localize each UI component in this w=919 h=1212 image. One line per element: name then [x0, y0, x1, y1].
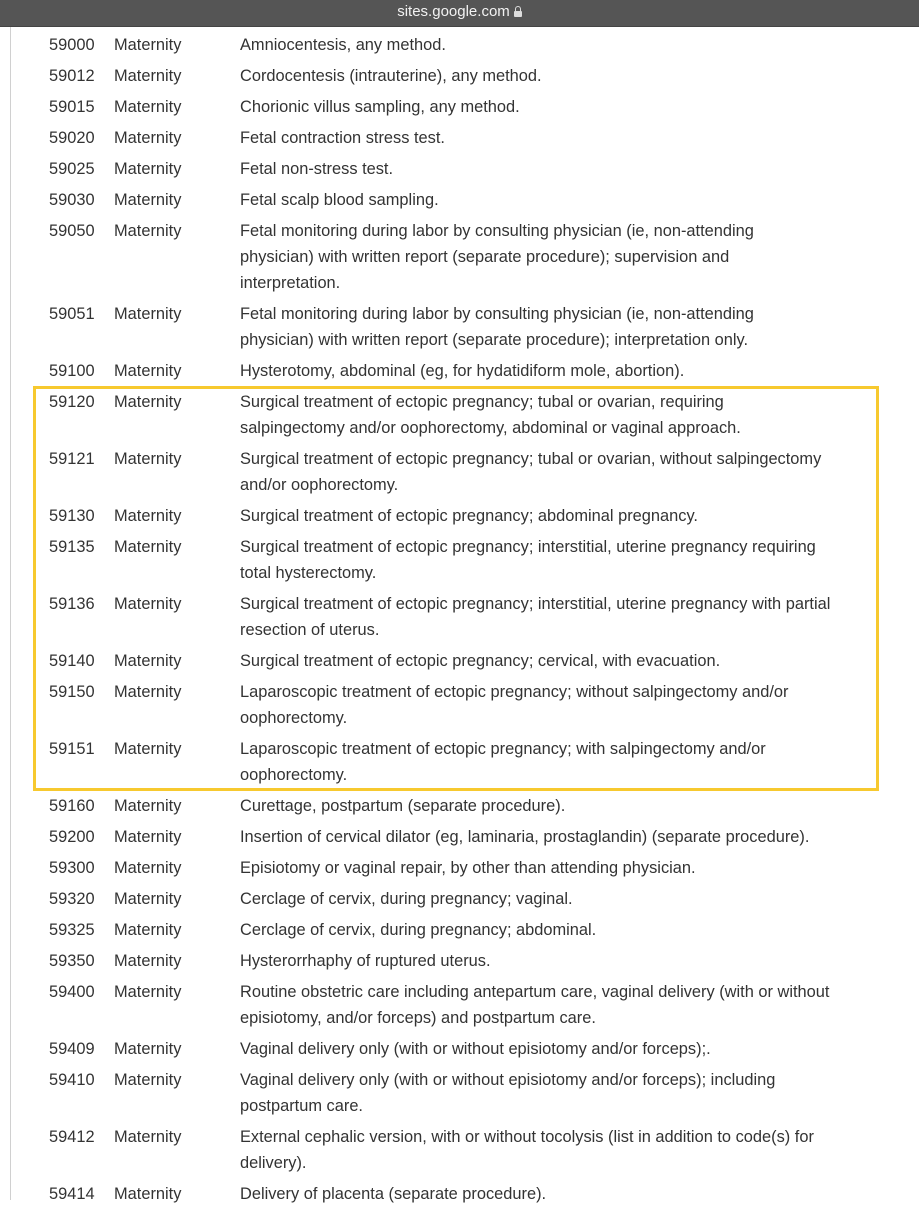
description-line: Cerclage of cervix, during pregnancy; vaginal.	[240, 890, 573, 908]
procedure-category: Maternity	[114, 828, 182, 846]
description-line: oophorectomy.	[240, 766, 348, 784]
procedure-code: 59130	[49, 507, 95, 525]
table-row	[0, 1124, 919, 1181]
description-line: Vaginal delivery only (with or without episiotomy and/or forceps);.	[240, 1040, 711, 1058]
procedure-category: Maternity	[114, 305, 182, 323]
description-line: External cephalic version, with or without tocolysis (list in addition to code(s) for	[240, 1128, 814, 1146]
procedure-description	[240, 156, 919, 182]
table-row	[0, 156, 919, 187]
procedure-description	[240, 948, 919, 974]
procedure-code: 59412	[49, 1128, 95, 1146]
procedure-category: Maternity	[114, 67, 182, 85]
table-row	[0, 736, 919, 793]
procedure-category: Maternity	[114, 36, 182, 54]
procedure-description	[240, 979, 919, 1031]
description-line: Chorionic villus sampling, any method.	[240, 98, 520, 116]
description-line: Surgical treatment of ectopic pregnancy; tubal or ovarian, requiring	[240, 393, 724, 411]
table-row	[0, 886, 919, 917]
procedure-category: Maternity	[114, 507, 182, 525]
table-row	[0, 948, 919, 979]
procedure-code: 59020	[49, 129, 95, 147]
table-row	[0, 218, 919, 301]
table-row	[0, 917, 919, 948]
description-line: delivery).	[240, 1154, 307, 1172]
table-row	[0, 32, 919, 63]
procedure-category: Maternity	[114, 1128, 182, 1146]
procedure-description	[240, 1181, 919, 1207]
description-line: Delivery of placenta (separate procedure).	[240, 1185, 547, 1203]
procedure-description	[240, 94, 919, 120]
procedure-category: Maternity	[114, 859, 182, 877]
description-line: Amniocentesis, any method.	[240, 36, 446, 54]
description-line: Curettage, postpartum (separate procedure).	[240, 797, 566, 815]
procedure-description	[240, 917, 919, 943]
procedure-code: 59160	[49, 797, 95, 815]
description-line: Surgical treatment of ectopic pregnancy; abdominal pregnancy.	[240, 507, 698, 525]
procedure-description	[240, 389, 919, 441]
procedure-category: Maternity	[114, 1071, 182, 1089]
description-line: Hysterotomy, abdominal (eg, for hydatidiform mole, abortion).	[240, 362, 685, 380]
procedure-description	[240, 446, 919, 498]
procedure-category: Maternity	[114, 450, 182, 468]
description-line: Routine obstetric care including antepartum care, vaginal delivery (with or without	[240, 983, 830, 1001]
procedure-description	[240, 1067, 919, 1119]
procedure-code: 59100	[49, 362, 95, 380]
url-text: sites.google.com	[397, 3, 510, 20]
table-row	[0, 855, 919, 886]
procedure-category: Maternity	[114, 1185, 182, 1203]
procedure-code: 59150	[49, 683, 95, 701]
procedure-category: Maternity	[114, 222, 182, 240]
table-row	[0, 648, 919, 679]
procedure-description	[240, 63, 919, 89]
procedure-description	[240, 736, 919, 788]
procedure-category: Maternity	[114, 98, 182, 116]
procedure-code: 59300	[49, 859, 95, 877]
procedure-description	[240, 591, 919, 643]
description-line: Hysterorrhaphy of ruptured uterus.	[240, 952, 491, 970]
procedure-code: 59414	[49, 1185, 95, 1203]
description-line: postpartum care.	[240, 1097, 363, 1115]
procedure-category: Maternity	[114, 129, 182, 147]
table-row	[0, 679, 919, 736]
table-row	[0, 94, 919, 125]
table-row	[0, 389, 919, 446]
description-line: Surgical treatment of ectopic pregnancy; interstitial, uterine pregnancy requiring	[240, 538, 816, 556]
table-row	[0, 824, 919, 855]
procedure-code: 59012	[49, 67, 95, 85]
procedure-description	[240, 886, 919, 912]
procedure-description	[240, 1036, 919, 1062]
table-row	[0, 187, 919, 218]
table-row	[0, 1181, 919, 1212]
description-line: episiotomy, and/or forceps) and postpartum care.	[240, 1009, 596, 1027]
description-line: Insertion of cervical dilator (eg, laminaria, prostaglandin) (separate procedure).	[240, 828, 810, 846]
procedure-category: Maternity	[114, 983, 182, 1001]
procedure-category: Maternity	[114, 652, 182, 670]
procedure-category: Maternity	[114, 797, 182, 815]
procedure-code: 59030	[49, 191, 95, 209]
procedure-description	[240, 1124, 919, 1176]
description-line: resection of uterus.	[240, 621, 380, 639]
procedure-code: 59200	[49, 828, 95, 846]
procedure-code: 59409	[49, 1040, 95, 1058]
table-row	[0, 1067, 919, 1124]
procedure-code: 59350	[49, 952, 95, 970]
procedure-description	[240, 824, 919, 850]
table-row	[0, 503, 919, 534]
procedure-description	[240, 358, 919, 384]
description-line: Surgical treatment of ectopic pregnancy; cervical, with evacuation.	[240, 652, 721, 670]
procedure-description	[240, 32, 919, 58]
description-line: Fetal non-stress test.	[240, 160, 394, 178]
description-line: Surgical treatment of ectopic pregnancy; interstitial, uterine pregnancy with partial	[240, 595, 831, 613]
procedure-code: 59325	[49, 921, 95, 939]
description-line: Laparoscopic treatment of ectopic pregnancy; with salpingectomy and/or	[240, 740, 766, 758]
table-row	[0, 63, 919, 94]
procedure-description	[240, 218, 919, 296]
procedure-description	[240, 534, 919, 586]
procedure-category: Maternity	[114, 538, 182, 556]
procedure-code: 59015	[49, 98, 95, 116]
procedure-category: Maternity	[114, 952, 182, 970]
description-line: interpretation.	[240, 274, 341, 292]
procedure-code: 59320	[49, 890, 95, 908]
table-row	[0, 534, 919, 591]
procedure-category: Maternity	[114, 393, 182, 411]
procedure-code: 59400	[49, 983, 95, 1001]
table-row	[0, 301, 919, 358]
procedure-category: Maternity	[114, 921, 182, 939]
description-line: oophorectomy.	[240, 709, 348, 727]
procedure-code: 59136	[49, 595, 95, 613]
table-row	[0, 591, 919, 648]
procedure-description	[240, 679, 919, 731]
procedure-category: Maternity	[114, 683, 182, 701]
description-line: Cerclage of cervix, during pregnancy; abdominal.	[240, 921, 597, 939]
procedure-code: 59140	[49, 652, 95, 670]
procedure-category: Maternity	[114, 1040, 182, 1058]
procedure-description	[240, 301, 919, 353]
procedure-code-table	[0, 32, 919, 1212]
procedure-code: 59121	[49, 450, 95, 468]
table-row	[0, 446, 919, 503]
procedure-category: Maternity	[114, 160, 182, 178]
procedure-description	[240, 793, 919, 819]
procedure-description	[240, 648, 919, 674]
procedure-code: 59000	[49, 36, 95, 54]
lock-icon	[514, 11, 522, 17]
procedure-code: 59025	[49, 160, 95, 178]
description-line: Fetal contraction stress test.	[240, 129, 445, 147]
procedure-description	[240, 125, 919, 151]
procedure-category: Maternity	[114, 362, 182, 380]
description-line: physician) with written report (separate procedure); supervision and	[240, 248, 730, 266]
description-line: Fetal monitoring during labor by consulting physician (ie, non-attending	[240, 222, 754, 240]
description-line: Fetal scalp blood sampling.	[240, 191, 439, 209]
procedure-code: 59135	[49, 538, 95, 556]
description-line: Laparoscopic treatment of ectopic pregnancy; without salpingectomy and/or	[240, 683, 789, 701]
procedure-description	[240, 855, 919, 881]
description-line: Fetal monitoring during labor by consulting physician (ie, non-attending	[240, 305, 754, 323]
procedure-description	[240, 503, 919, 529]
table-row	[0, 979, 919, 1036]
table-row	[0, 125, 919, 156]
description-line: Surgical treatment of ectopic pregnancy; tubal or ovarian, without salpingectomy	[240, 450, 822, 468]
procedure-category: Maternity	[114, 740, 182, 758]
description-line: Cordocentesis (intrauterine), any method.	[240, 67, 542, 85]
description-line: physician) with written report (separate procedure); interpretation only.	[240, 331, 749, 349]
description-line: salpingectomy and/or oophorectomy, abdominal or vaginal approach.	[240, 419, 741, 437]
table-row	[0, 1036, 919, 1067]
procedure-code: 59051	[49, 305, 95, 323]
browser-url-bar[interactable]	[0, 0, 919, 27]
description-line: and/or oophorectomy.	[240, 476, 399, 494]
procedure-code: 59151	[49, 740, 95, 758]
description-line: Episiotomy or vaginal repair, by other than attending physician.	[240, 859, 696, 877]
procedure-category: Maternity	[114, 595, 182, 613]
procedure-category: Maternity	[114, 890, 182, 908]
procedure-category: Maternity	[114, 191, 182, 209]
procedure-code: 59410	[49, 1071, 95, 1089]
description-line: Vaginal delivery only (with or without episiotomy and/or forceps); including	[240, 1071, 776, 1089]
procedure-code: 59120	[49, 393, 95, 411]
procedure-code: 59050	[49, 222, 95, 240]
procedure-description	[240, 187, 919, 213]
table-row	[0, 793, 919, 824]
description-line: total hysterectomy.	[240, 564, 377, 582]
table-row	[0, 358, 919, 389]
